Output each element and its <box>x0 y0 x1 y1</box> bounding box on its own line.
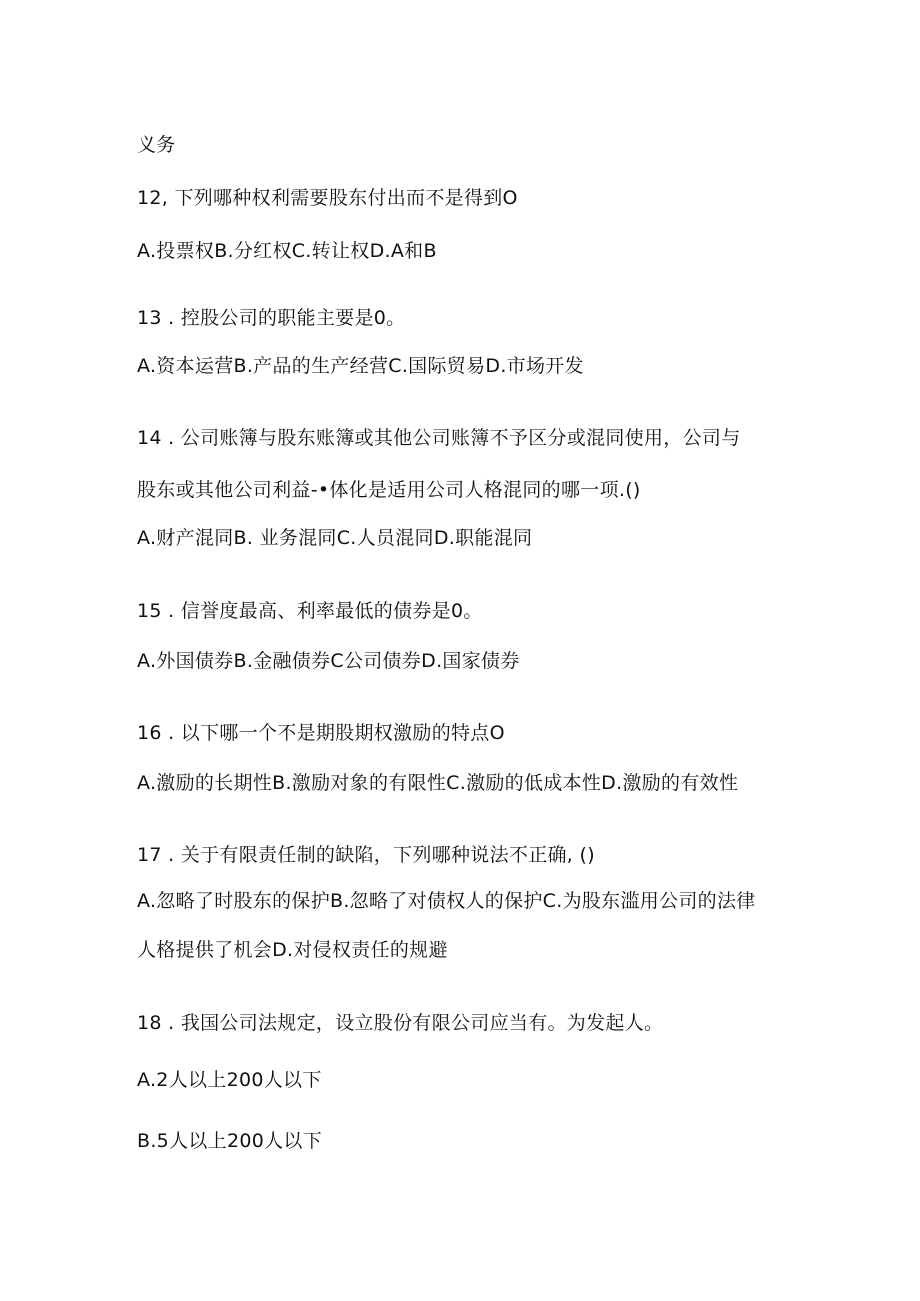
question-14-options: A.财产混同B. 业务混同C.人员混同D.职能混同 <box>137 527 533 549</box>
question-17: 17 . 关于有限责任制的缺陷，下列哪种说法不正确, () <box>137 844 595 866</box>
question-15: 15 . 信誉度最高、利率最低的债券是0。 <box>137 600 483 622</box>
question-16-options: A.激励的长期性B.激励对象的有限性C.激励的低成本性D.激励的有效性 <box>137 772 739 794</box>
question-12-options: A.投票权B.分红权C.转让权D.A和B <box>137 240 437 262</box>
question-14-line-2: 股东或其他公司利益-•体化是适用公司人格混同的哪一项.() <box>137 479 641 501</box>
question-17-options-line-2: 人格提供了机会D.对侵权责任的规避 <box>137 939 448 961</box>
text-line-continuation: 义务 <box>137 134 176 156</box>
question-15-options: A.外国债券B.金融债券C公司债券D.国家债券 <box>137 650 520 672</box>
question-17-options-line-1: A.忽略了时股东的保护B.忽略了对债权人的保护C.为股东滥用公司的法律 <box>137 890 756 912</box>
question-18: 18 . 我国公司法规定，设立股份有限公司应当有。为发起人。 <box>137 1012 664 1034</box>
question-14-line-1: 14 . 公司账簿与股东账簿或其他公司账簿不予区分或混同使用，公司与 <box>137 427 741 449</box>
question-16: 16 . 以下哪一个不是期股期权激励的特点O <box>137 722 505 744</box>
question-13: 13 . 控股公司的职能主要是0。 <box>137 307 406 329</box>
question-18-option-a: A.2人以上200人以下 <box>137 1069 322 1091</box>
question-18-option-b: B.5人以上200人以下 <box>137 1130 323 1152</box>
question-12: 12, 下列哪种权利需要股东付出而不是得到O <box>137 187 518 209</box>
question-13-options: A.资本运营B.产品的生产经营C.国际贸易D.市场开发 <box>137 355 584 377</box>
